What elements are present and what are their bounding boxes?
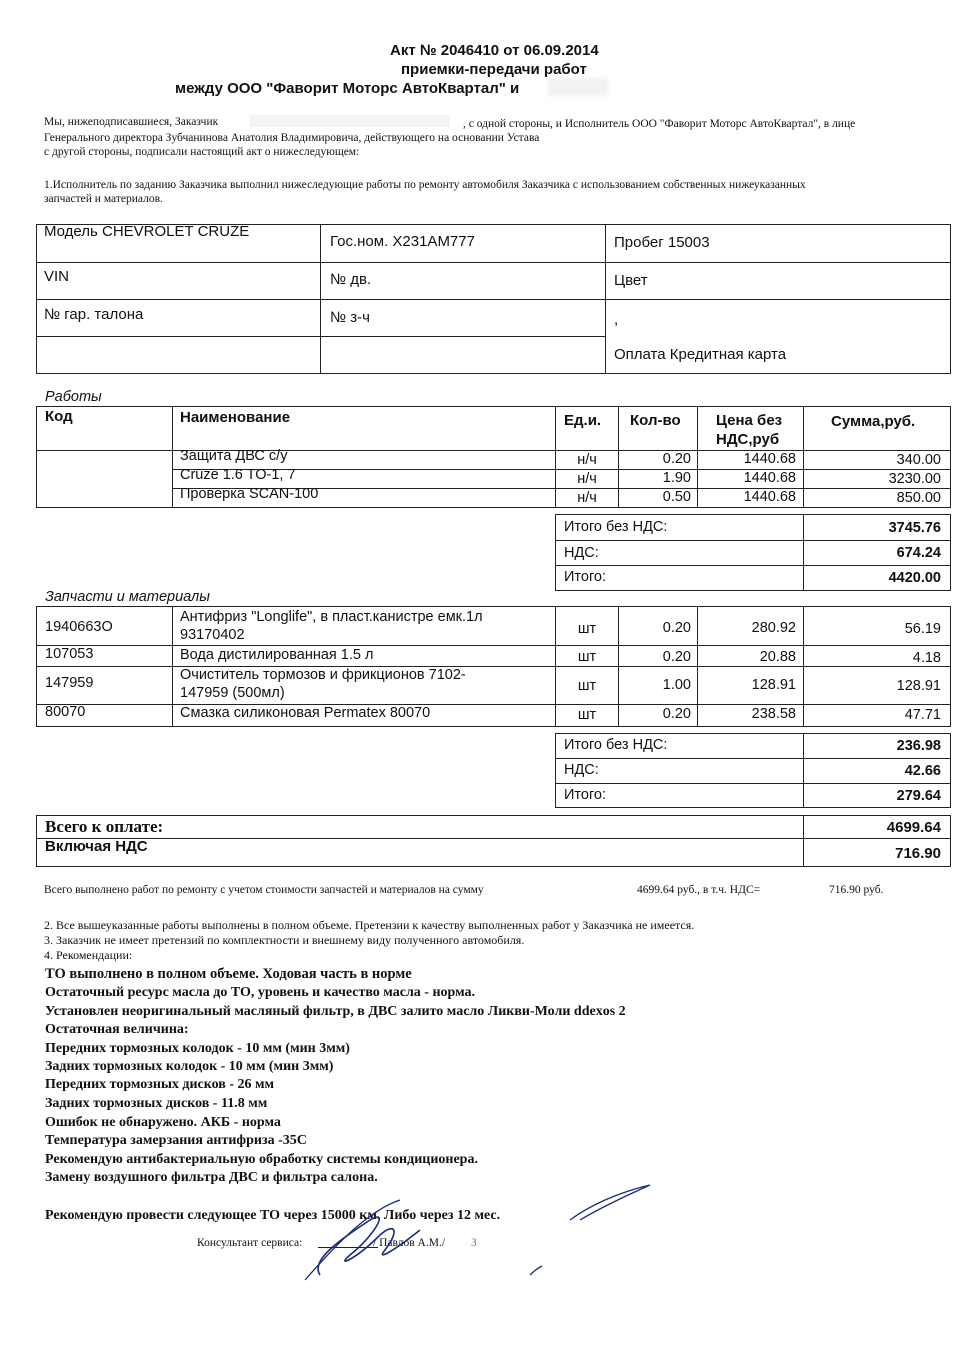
- parts-section-title: Запчасти и материалы: [45, 589, 210, 605]
- clause-3: 3. Заказчик не имеет претензий по комплектности и внешнему виду полученного автомобиля.: [44, 933, 525, 947]
- recommendation-line: Задних тормозных дисков - 11.8 мм: [45, 1096, 268, 1111]
- work-price: 1440.68: [743, 470, 796, 486]
- summary-text: Всего выполнено работ по ремонту с учетом стоимости запчастей и материалов на сумму: [44, 884, 484, 896]
- recommendation-line: Задних тормозных колодок - 10 мм (мин 3мм): [45, 1059, 334, 1074]
- clause1-line1: 1.Исполнитель по заданию Заказчика выполнил нижеследующие работы по ремонту автомобиля Заказчика с использованием собственных нижеуказанных: [44, 179, 806, 191]
- recommendation-line: Ошибок не обнаружено. АКБ - норма: [45, 1115, 281, 1130]
- vehicle-mileage: Пробег 15003: [614, 234, 710, 251]
- part-name-line1: Очиститель тормозов и фрикционов 7102-: [180, 667, 466, 683]
- parts-no-vat-value: 236.98: [896, 738, 941, 754]
- vehicle-key-no: № з-ч: [330, 309, 370, 326]
- work-sum: 3230.00: [888, 471, 941, 487]
- redaction-mark: [250, 115, 450, 127]
- part-qty: 0.20: [662, 620, 691, 636]
- recommendation-line: Остаточный ресурс масла до ТО, уровень и качество масла - норма.: [45, 985, 476, 1000]
- act-subtitle: приемки-передачи работ: [401, 61, 587, 78]
- vehicle-plate: Гос.ном. X231AM777: [330, 233, 475, 250]
- works-vat-value: 674.24: [896, 545, 941, 561]
- work-name: Защита ДВС с/у: [180, 448, 288, 464]
- works-total-label: Итого:: [564, 569, 607, 585]
- recommendation-line: Установлен неоригинальный масляный фильтр, в ДВС залито масло Ликви-Моли ddexos 2: [45, 1004, 626, 1019]
- grand-vat-label: Включая НДС: [45, 838, 148, 855]
- grand-vat-value: 716.90: [895, 845, 941, 862]
- signature-label: Консультант сервиса:: [197, 1237, 303, 1249]
- part-unit: шт: [577, 649, 597, 665]
- works-no-vat-label: Итого без НДС:: [564, 519, 668, 535]
- intro-line1-b: , с одной стороны, и Исполнитель ООО "Фаворит Моторс АвтоКвартал", в лице: [463, 118, 856, 130]
- work-price: 1440.68: [743, 451, 796, 467]
- parts-no-vat-label: Итого без НДС:: [564, 737, 668, 753]
- intro-line3: с другой стороны, подписали настоящий акт о нижеследующем:: [44, 146, 360, 158]
- parts-total-value: 279.64: [896, 788, 941, 804]
- col-header-price-2: НДС,руб: [716, 431, 780, 448]
- part-code: 1940663O: [45, 619, 113, 635]
- vehicle-comma: ,: [614, 311, 619, 328]
- work-qty: 0.50: [662, 489, 691, 505]
- part-code: 107053: [45, 646, 94, 662]
- part-price: 128.91: [751, 677, 796, 693]
- recommendation-line: Остаточная величина:: [45, 1022, 189, 1037]
- vehicle-warranty-no: № гар. талона: [44, 306, 144, 323]
- recommendation-line: Передних тормозных дисков - 26 мм: [45, 1077, 275, 1092]
- part-code: 147959: [45, 675, 94, 691]
- part-price: 238.58: [751, 706, 796, 722]
- clause1-line2: запчастей и материалов.: [44, 193, 163, 205]
- col-header-unit: Ед.и.: [564, 412, 602, 429]
- grand-total-label: Всего к оплате:: [45, 817, 164, 836]
- parts-total-label: Итого:: [564, 787, 607, 803]
- part-price: 280.92: [751, 620, 796, 636]
- vehicle-model: Модель CHEVROLET CRUZE: [44, 223, 250, 240]
- vehicle-engine-no: № дв.: [330, 271, 372, 288]
- part-sum: 47.71: [904, 707, 941, 723]
- part-name-line1: Смазка силиконовая Permatex 80070: [180, 705, 431, 721]
- vehicle-vin: VIN: [44, 268, 70, 285]
- clause-4: 4. Рекомендации:: [44, 948, 133, 962]
- intro-line1-a: Мы, нижеподписавшиеся, Заказчик: [44, 116, 219, 128]
- grand-total-value: 4699.64: [886, 819, 941, 836]
- summary-sum: 4699.64 руб., в т.ч. НДС=: [637, 884, 761, 896]
- col-header-price-1: Цена без: [716, 412, 783, 429]
- work-sum: 340.00: [896, 452, 941, 468]
- col-header-code: Код: [45, 408, 73, 425]
- recommendation-line: Температура замерзания антифриза -35С: [45, 1133, 307, 1148]
- recommendation-line: Замену воздушного фильтра ДВС и фильтра салона.: [45, 1170, 378, 1185]
- works-no-vat-value: 3745.76: [888, 520, 941, 536]
- col-header-qty: Кол-во: [630, 412, 681, 429]
- part-qty: 0.20: [662, 706, 691, 722]
- signature-name: / Павлов А.М./: [373, 1237, 446, 1249]
- part-sum: 56.19: [904, 621, 941, 637]
- col-header-sum: Сумма,руб.: [831, 413, 916, 430]
- act-parties: между ООО "Фаворит Моторс АвтоКвартал" и: [175, 80, 520, 97]
- part-unit: шт: [577, 621, 597, 637]
- part-qty: 0.20: [662, 649, 691, 665]
- work-price: 1440.68: [743, 489, 796, 505]
- vehicle-color: Цвет: [614, 272, 648, 289]
- parts-vat-label: НДС:: [564, 762, 599, 778]
- vehicle-payment: Оплата Кредитная карта: [614, 346, 787, 363]
- part-price: 20.88: [759, 649, 796, 665]
- works-total-value: 4420.00: [888, 570, 941, 586]
- part-name-line2: 93170402: [180, 627, 245, 643]
- act-title: Акт № 2046410 от 06.09.2014: [390, 42, 599, 59]
- recommendation-line: Передних тормозных колодок - 10 мм (мин 3мм): [45, 1041, 350, 1056]
- col-header-name: Наименование: [180, 409, 291, 426]
- works-vat-label: НДС:: [564, 545, 599, 561]
- summary-vat: 716.90 руб.: [829, 884, 884, 896]
- intro-line2: Генерального директора Зубчанинова Анатолия Владимировича, действующего на основании Устава: [44, 132, 540, 144]
- next-service-recommendation: Рекомендую провести следующее ТО через 15000 км. Либо через 12 мес.: [45, 1208, 501, 1223]
- parts-vat-value: 42.66: [904, 763, 941, 779]
- part-name-line1: Вода дистилированная 1.5 л: [180, 647, 374, 663]
- recommendation-line: Рекомендую антибактериальную обработку системы кондиционера.: [45, 1152, 478, 1167]
- redaction-mark: [548, 78, 608, 96]
- part-name-line1: Антифриз "Longlife", в пласт.канистре емк.1л: [180, 609, 483, 625]
- work-unit: н/ч: [577, 452, 597, 468]
- work-qty: 0.20: [662, 451, 691, 467]
- part-qty: 1.00: [662, 677, 691, 693]
- recommendation-line: ТО выполнено в полном объеме. Ходовая часть в норме: [45, 966, 412, 982]
- signature-mark: З: [471, 1237, 477, 1249]
- work-name: Проверка SCAN-100: [180, 486, 319, 502]
- part-name-line2: 147959 (500мл): [180, 685, 285, 701]
- part-code: 80070: [45, 704, 86, 720]
- work-unit: н/ч: [577, 471, 597, 487]
- work-qty: 1.90: [662, 470, 691, 486]
- clause-2: 2. Все вышеуказанные работы выполнены в полном объеме. Претензии к качеству выполненных работ у Заказчика не имеется.: [44, 918, 695, 932]
- part-sum: 4.18: [912, 650, 941, 666]
- work-name: Cruze 1.6 TO-1, 7: [180, 467, 296, 483]
- work-sum: 850.00: [896, 490, 941, 506]
- part-unit: шт: [577, 707, 597, 723]
- part-unit: шт: [577, 678, 597, 694]
- work-unit: н/ч: [577, 490, 597, 506]
- handwritten-signature: [280, 1180, 680, 1290]
- part-sum: 128.91: [896, 678, 941, 694]
- works-section-title: Работы: [45, 389, 102, 405]
